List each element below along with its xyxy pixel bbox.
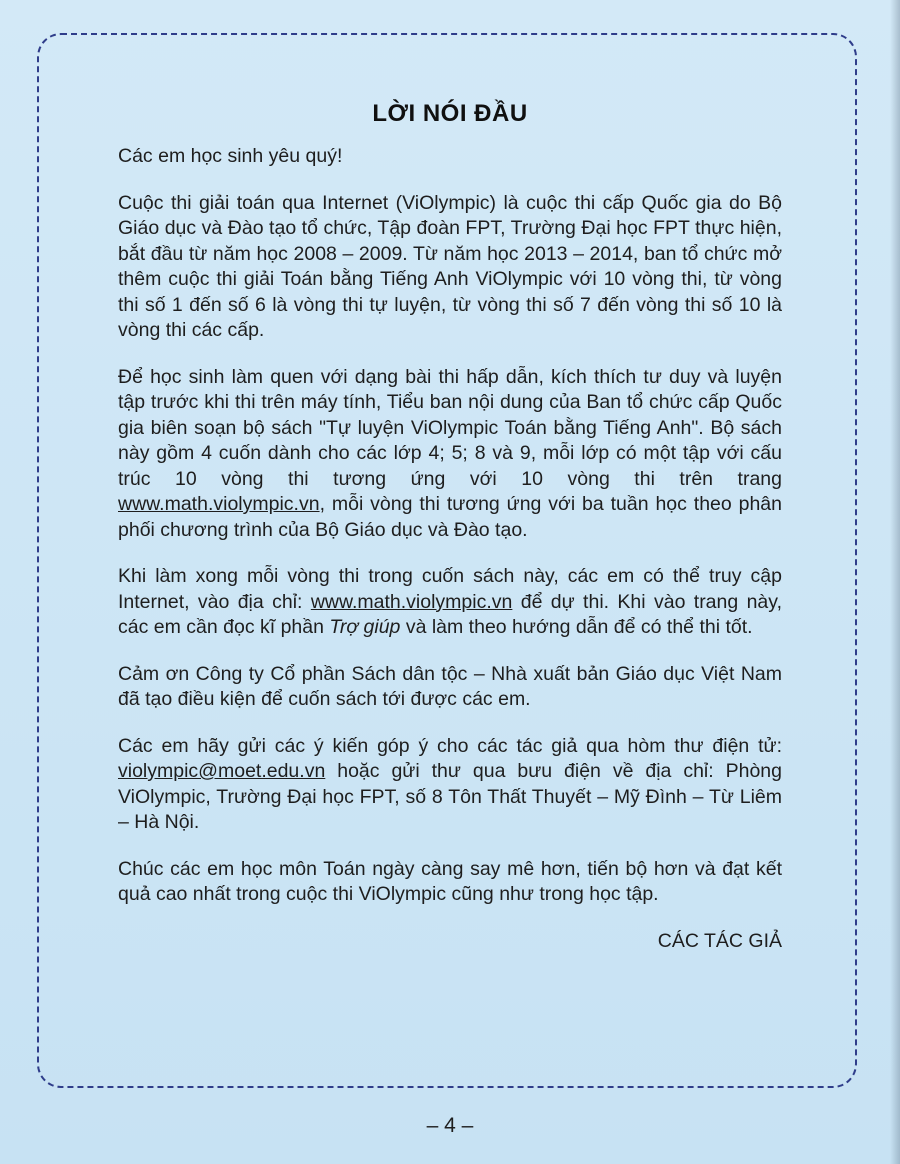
email-link[interactable]: violympic@moet.edu.vn [118, 760, 326, 782]
paragraph-2-text-a: Để học sinh làm quen với dạng bài thi hấp dẫn, kích thích tư duy và luyện tập trước khi thi trên máy tính, Tiểu ban nội dung của Ban tổ chức cấp Quốc gia biên soạn bộ sách "Tự luyện ViOlympic Toán bằng Tiếng Anh". Bộ sách này gồm 4 cuốn dành cho các lớp 4; 5; 8 và 9, mỗi lớp có một tập với cấu trúc 10 vòng thi tương ứng với 10 vòng thi trên trang [118, 365, 782, 490]
website-link[interactable]: www.math.violympic.vn [310, 590, 513, 613]
page-number: – 4 – [426, 1114, 474, 1137]
paragraph-3 [118, 564, 782, 641]
paragraph-5-text-b: hoặc gửi thư qua bưu điện về địa chỉ: Phòng ViOlympic, Trường Đại học FPT, số 8 Tôn Thất Thuyết – Mỹ Đình – Từ Liêm – Hà Nội. [118, 760, 782, 833]
paragraph-1: Cuộc thi giải toán qua Internet (ViOlympic) là cuộc thi cấp Quốc gia do Bộ Giáo dục và Đào tạo tổ chức, Tập đoàn FPT, Trường Đại học FPT thực hiện, bắt đầu từ năm học 2008 – 2009. Từ năm học 2013 – 2014, ban tổ chức mở thêm cuộc thi giải Toán bằng Tiếng Anh ViOlympic với 10 vòng thi, từ vòng thi số 1 đến số 6 là vòng thi tự luyện, từ vòng thi số 7 đến vòng thi số 10 là vòng thi các cấp. [118, 191, 782, 341]
paragraph-2-text-b: , mỗi vòng thi tương ứng với ba tuần học theo phân phối chương trình của Bộ Giáo dục và Đào tạo. [118, 493, 782, 541]
preface-body [118, 144, 782, 954]
paragraph-3-text-b: để dự thi. Khi vào trang này, các em cần đọc kĩ phần [118, 590, 782, 638]
authors-signature: CÁC TÁC GIẢ [657, 929, 782, 952]
website-link[interactable]: www.math.violympic.vn [118, 493, 320, 515]
page-title: LỜI NÓI ĐẦU [372, 100, 528, 127]
paragraph-5-text-a: Các em hãy gửi các ý kiến góp ý cho các tác giả qua hòm thư điện tử: [118, 734, 782, 757]
page-edge-shadow [890, 0, 900, 1164]
help-section-name: Trợ giúp [329, 616, 401, 638]
paragraph-3-text-a: Khi làm xong mỗi vòng thi trong cuốn sách này, các em có thể truy cập Internet, vào địa chỉ: [118, 565, 782, 613]
paragraph-2 [118, 365, 782, 544]
paragraph-5 [118, 734, 782, 836]
paragraph-3-text-c: và làm theo hướng dẫn để có thể thi tốt. [400, 616, 753, 638]
paragraph-4: Cảm ơn Công ty Cổ phần Sách dân tộc – Nhà xuất bản Giáo dục Việt Nam đã tạo điều kiện để cuốn sách tới được các em. [118, 662, 782, 710]
paragraph-6: Chúc các em học môn Toán ngày càng say mê hơn, tiến bộ hơn và đạt kết quả cao nhất trong cuộc thi ViOlympic cũng như trong học tập. [118, 857, 782, 905]
greeting: Các em học sinh yêu quý! [118, 145, 343, 167]
